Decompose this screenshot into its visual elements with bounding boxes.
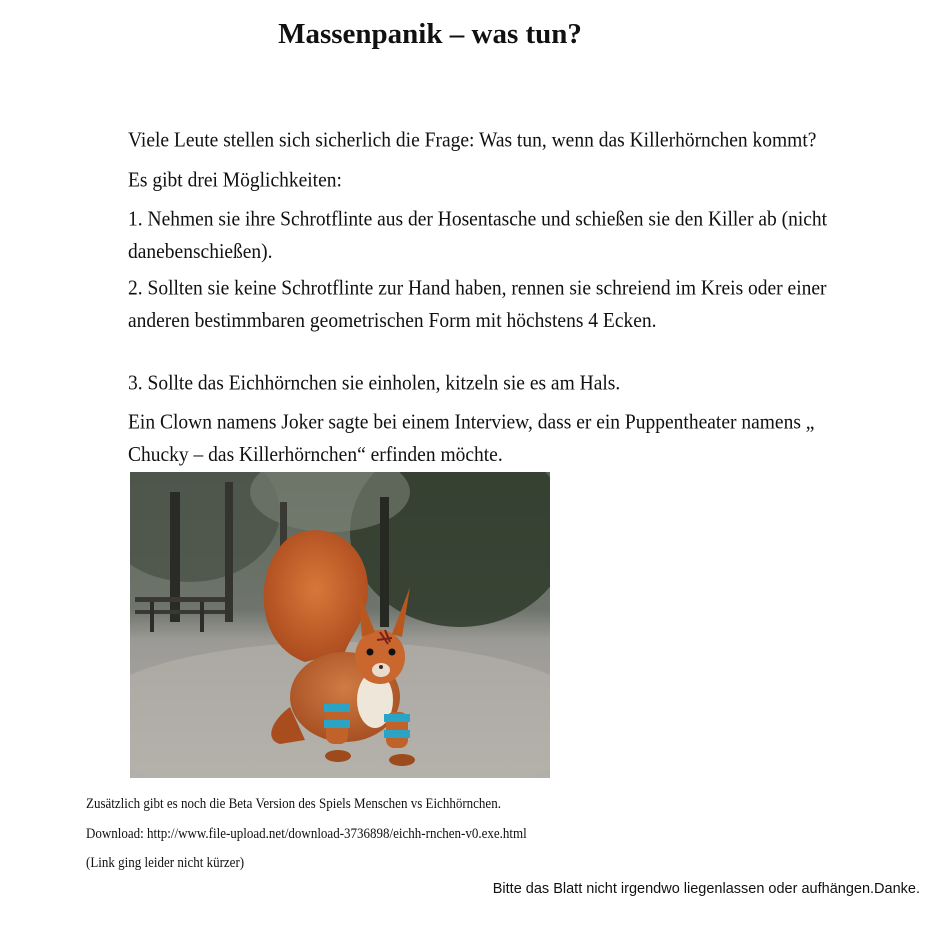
option-3-paragraph: 3. Sollte das Eichhörnchen sie einholen, kitzeln sie es am Hals. bbox=[128, 372, 621, 395]
squirrel-photo bbox=[130, 472, 550, 778]
intro-paragraph: Viele Leute stellen sich sicherlich die Frage: Was tun, wenn das Killerhörnchen kommt? bbox=[128, 129, 817, 152]
joker-paragraph: Ein Clown namens Joker sagte bei einem Interview, dass er ein Puppentheater namens „ Chucky – das Killerhörnchen“ erfinden möchte. bbox=[128, 411, 815, 467]
beta-version-note: Zusätzlich gibt es noch die Beta Version des Spiels Menschen vs Eichhörnchen. bbox=[86, 795, 501, 812]
option-1-paragraph: 1. Nehmen sie ihre Schrotflinte aus der Hosentasche und schießen sie den Killer ab (nicht danebenschießen). bbox=[128, 208, 828, 264]
download-link-text: Download: http://www.file-upload.net/download-3736898/eichh-rnchen-v0.exe.html bbox=[86, 825, 527, 842]
options-heading: Es gibt drei Möglichkeiten: bbox=[128, 169, 342, 192]
link-length-note: (Link ging leider nicht kürzer) bbox=[86, 854, 245, 871]
page-title: Massenpanik – was tun? bbox=[278, 18, 582, 50]
option-2-paragraph: 2. Sollten sie keine Schrotflinte zur Hand haben, rennen sie schreiend im Kreis oder einer anderen bestimmbaren geometrischen Form mit höchstens 4 Ecken. bbox=[128, 277, 827, 333]
footer-note: Bitte das Blatt nicht irgendwo liegenlassen oder aufhängen.Danke. bbox=[492, 881, 920, 897]
